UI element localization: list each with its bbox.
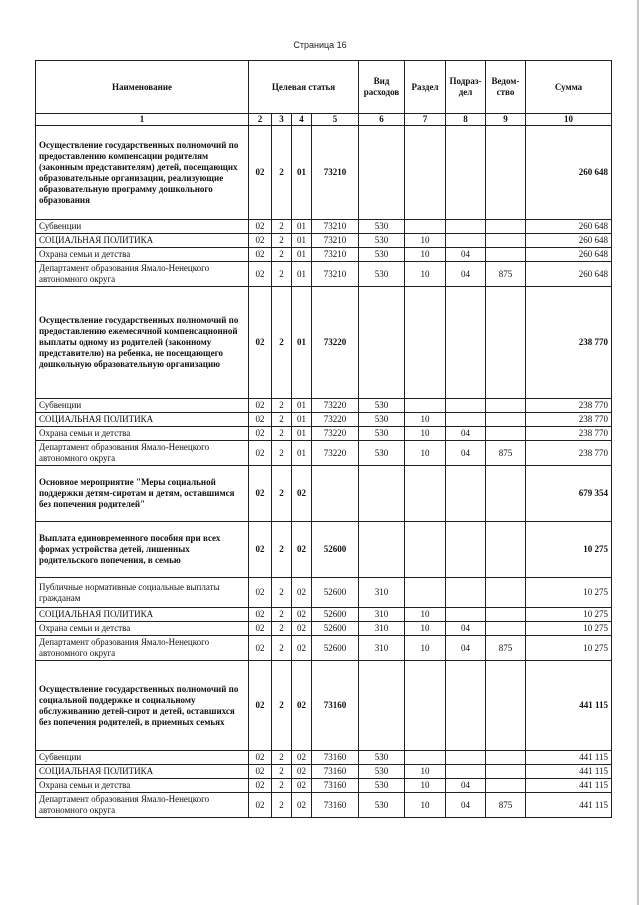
cell-c2: 2 <box>272 287 292 399</box>
cell-c4: 73210 <box>312 234 359 248</box>
cell-vid: 530 <box>359 262 405 287</box>
cell-c2: 2 <box>272 522 292 578</box>
cell-razd: 10 <box>405 765 446 779</box>
cell-c3: 01 <box>292 427 312 441</box>
cell-c2: 2 <box>272 636 292 661</box>
cell-c4: 73210 <box>312 248 359 262</box>
cell-c1: 02 <box>249 578 272 608</box>
cell-razd <box>405 399 446 413</box>
cell-ved <box>486 466 526 522</box>
table-row <box>36 248 612 262</box>
cell-razd: 10 <box>405 636 446 661</box>
row-name: Основное мероприятие "Меры социальной поддержки детям-сиротам и детям, оставшимся без попечения родителей" <box>36 466 249 522</box>
row-name: Охрана семьи и детства <box>36 248 249 262</box>
table-row <box>36 751 612 765</box>
cell-ved <box>486 779 526 793</box>
cell-c3: 02 <box>292 793 312 818</box>
table-row <box>36 522 612 578</box>
cell-ved <box>486 608 526 622</box>
cell-c2: 2 <box>272 220 292 234</box>
row-name: Департамент образования Ямало-Ненецкого автономного округа <box>36 793 249 818</box>
cell-c1: 02 <box>249 765 272 779</box>
cell-ved <box>486 399 526 413</box>
cell-c1: 02 <box>249 413 272 427</box>
cell-vid: 530 <box>359 234 405 248</box>
cell-razd: 10 <box>405 622 446 636</box>
cell-vid <box>359 466 405 522</box>
cell-vid <box>359 522 405 578</box>
column-number-row <box>36 114 612 126</box>
cell-ved <box>486 751 526 765</box>
cell-c1: 02 <box>249 636 272 661</box>
cell-ved <box>486 234 526 248</box>
row-name: СОЦИАЛЬНАЯ ПОЛИТИКА <box>36 765 249 779</box>
cell-podr: 04 <box>446 622 486 636</box>
cell-sum: 441 115 <box>526 661 612 751</box>
cell-podr <box>446 661 486 751</box>
table-row <box>36 262 612 287</box>
cell-sum: 10 275 <box>526 578 612 608</box>
cell-c4: 73210 <box>312 262 359 287</box>
row-name: Охрана семьи и детства <box>36 779 249 793</box>
cell-sum: 238 770 <box>526 399 612 413</box>
cell-c3: 01 <box>292 248 312 262</box>
cell-razd <box>405 578 446 608</box>
header-row <box>36 61 612 114</box>
cell-c3: 01 <box>292 126 312 220</box>
cell-c3: 02 <box>292 608 312 622</box>
cell-podr <box>446 608 486 622</box>
cell-sum: 10 275 <box>526 622 612 636</box>
cell-c4: 73220 <box>312 413 359 427</box>
cell-podr: 04 <box>446 793 486 818</box>
table-row <box>36 126 612 220</box>
cell-c2: 2 <box>272 413 292 427</box>
cell-c4: 52600 <box>312 636 359 661</box>
cell-c3: 02 <box>292 779 312 793</box>
cell-sum: 10 275 <box>526 636 612 661</box>
cell-podr <box>446 466 486 522</box>
cell-vid: 530 <box>359 220 405 234</box>
cell-razd <box>405 522 446 578</box>
cell-vid: 310 <box>359 578 405 608</box>
cell-c2: 2 <box>272 779 292 793</box>
table-row <box>36 441 612 466</box>
cell-c1: 02 <box>249 399 272 413</box>
col-number: 4 <box>292 114 312 126</box>
cell-podr: 04 <box>446 427 486 441</box>
cell-podr <box>446 399 486 413</box>
row-name: Выплата единовременного пособия при всех формах устройства детей, лишенных родительского попечения, в семью <box>36 522 249 578</box>
header-exp-type: Вид расходов <box>359 61 405 114</box>
cell-c3: 01 <box>292 262 312 287</box>
header-name: Наименование <box>36 61 249 114</box>
header-section: Раздел <box>405 61 446 114</box>
cell-sum: 10 275 <box>526 608 612 622</box>
cell-c1: 02 <box>249 234 272 248</box>
cell-c4: 73210 <box>312 126 359 220</box>
row-name: Осуществление государственных полномочий по предоставлению компенсации родителям (законным представителям) детей, посещающих образовательные организации, реализующие образовательную программу дошкольного образования <box>36 126 249 220</box>
cell-sum: 260 648 <box>526 126 612 220</box>
cell-c4: 73220 <box>312 441 359 466</box>
cell-sum: 10 275 <box>526 522 612 578</box>
cell-c1: 02 <box>249 220 272 234</box>
cell-razd: 10 <box>405 234 446 248</box>
cell-ved <box>486 765 526 779</box>
cell-ved <box>486 522 526 578</box>
cell-podr <box>446 413 486 427</box>
cell-ved <box>486 413 526 427</box>
scan-edge <box>637 0 639 905</box>
cell-razd: 10 <box>405 779 446 793</box>
cell-c1: 02 <box>249 287 272 399</box>
cell-ved <box>486 661 526 751</box>
cell-sum: 441 115 <box>526 765 612 779</box>
table-row <box>36 765 612 779</box>
table-row <box>36 234 612 248</box>
table-body <box>36 126 612 818</box>
row-name: Осуществление государственных полномочий по социальной поддержке и социальному обслуживанию детей-сирот и детей, оставшихся без попечения родителей, в приемных семьях <box>36 661 249 751</box>
cell-podr <box>446 234 486 248</box>
table-row <box>36 399 612 413</box>
cell-sum: 238 770 <box>526 413 612 427</box>
table-row <box>36 622 612 636</box>
cell-ved <box>486 427 526 441</box>
cell-razd <box>405 661 446 751</box>
cell-sum: 260 648 <box>526 234 612 248</box>
cell-podr: 04 <box>446 262 486 287</box>
col-number: 2 <box>249 114 272 126</box>
cell-c3: 01 <box>292 287 312 399</box>
cell-c2: 2 <box>272 661 292 751</box>
cell-c1: 02 <box>249 441 272 466</box>
table-row <box>36 287 612 399</box>
cell-c2: 2 <box>272 427 292 441</box>
cell-c2: 2 <box>272 751 292 765</box>
row-name: Субвенции <box>36 751 249 765</box>
cell-razd: 10 <box>405 793 446 818</box>
cell-razd: 10 <box>405 441 446 466</box>
cell-c1: 02 <box>249 661 272 751</box>
cell-c2: 2 <box>272 126 292 220</box>
cell-podr: 04 <box>446 779 486 793</box>
cell-c1: 02 <box>249 126 272 220</box>
row-name: Осуществление государственных полномочий по предоставлению ежемесячной компенсационной выплаты одному из родителей (законному представителю) на ребенка, не посещающего дошкольную образовательную организацию <box>36 287 249 399</box>
cell-c4: 73160 <box>312 765 359 779</box>
cell-sum: 238 770 <box>526 427 612 441</box>
cell-razd: 10 <box>405 262 446 287</box>
cell-podr <box>446 287 486 399</box>
cell-vid: 530 <box>359 765 405 779</box>
cell-c3: 01 <box>292 234 312 248</box>
row-name: Охрана семьи и детства <box>36 622 249 636</box>
row-name: Департамент образования Ямало-Ненецкого автономного округа <box>36 636 249 661</box>
cell-c4: 73220 <box>312 399 359 413</box>
cell-c2: 2 <box>272 262 292 287</box>
cell-c4: 73160 <box>312 793 359 818</box>
cell-podr <box>446 126 486 220</box>
cell-c3: 02 <box>292 622 312 636</box>
cell-c2: 2 <box>272 608 292 622</box>
table-row <box>36 578 612 608</box>
col-number: 7 <box>405 114 446 126</box>
cell-vid <box>359 661 405 751</box>
cell-c2: 2 <box>272 399 292 413</box>
cell-ved <box>486 220 526 234</box>
cell-vid <box>359 287 405 399</box>
cell-vid: 530 <box>359 399 405 413</box>
cell-c3: 02 <box>292 636 312 661</box>
cell-razd: 10 <box>405 608 446 622</box>
cell-c1: 02 <box>249 751 272 765</box>
cell-ved <box>486 622 526 636</box>
cell-ved: 875 <box>486 793 526 818</box>
col-number: 3 <box>272 114 292 126</box>
cell-c4: 73210 <box>312 220 359 234</box>
cell-c3: 02 <box>292 578 312 608</box>
cell-razd <box>405 751 446 765</box>
cell-sum: 238 770 <box>526 441 612 466</box>
row-name: СОЦИАЛЬНАЯ ПОЛИТИКА <box>36 413 249 427</box>
row-name: Департамент образования Ямало-Ненецкого автономного округа <box>36 441 249 466</box>
cell-c2: 2 <box>272 765 292 779</box>
cell-vid: 530 <box>359 793 405 818</box>
cell-c3: 02 <box>292 751 312 765</box>
row-name: Охрана семьи и детства <box>36 427 249 441</box>
header-target: Целевая статья <box>249 61 359 114</box>
table-row <box>36 661 612 751</box>
cell-c3: 01 <box>292 413 312 427</box>
cell-sum: 441 115 <box>526 793 612 818</box>
cell-c1: 02 <box>249 779 272 793</box>
cell-c1: 02 <box>249 608 272 622</box>
budget-table <box>35 60 612 818</box>
cell-c3: 02 <box>292 522 312 578</box>
cell-podr: 04 <box>446 248 486 262</box>
cell-c4: 52600 <box>312 622 359 636</box>
col-number: 1 <box>36 114 249 126</box>
cell-c2: 2 <box>272 578 292 608</box>
col-number: 5 <box>312 114 359 126</box>
cell-ved: 875 <box>486 441 526 466</box>
cell-c4: 52600 <box>312 608 359 622</box>
cell-c4: 73160 <box>312 661 359 751</box>
header-vedom: Ведом-ство <box>486 61 526 114</box>
cell-c2: 2 <box>272 622 292 636</box>
cell-podr: 04 <box>446 636 486 661</box>
cell-podr <box>446 522 486 578</box>
cell-sum: 441 115 <box>526 751 612 765</box>
cell-podr <box>446 220 486 234</box>
cell-sum: 260 648 <box>526 220 612 234</box>
cell-ved: 875 <box>486 262 526 287</box>
cell-c3: 02 <box>292 765 312 779</box>
table-row <box>36 413 612 427</box>
cell-podr: 04 <box>446 441 486 466</box>
cell-c1: 02 <box>249 793 272 818</box>
col-number: 6 <box>359 114 405 126</box>
cell-razd: 10 <box>405 248 446 262</box>
cell-c2: 2 <box>272 248 292 262</box>
cell-vid: 530 <box>359 751 405 765</box>
cell-c1: 02 <box>249 522 272 578</box>
cell-sum: 260 648 <box>526 262 612 287</box>
table-row <box>36 793 612 818</box>
row-name: Субвенции <box>36 220 249 234</box>
cell-ved <box>486 248 526 262</box>
cell-c1: 02 <box>249 622 272 636</box>
cell-razd: 10 <box>405 413 446 427</box>
cell-vid: 530 <box>359 427 405 441</box>
cell-c2: 2 <box>272 793 292 818</box>
cell-razd <box>405 126 446 220</box>
cell-ved <box>486 578 526 608</box>
cell-ved <box>486 126 526 220</box>
cell-c3: 02 <box>292 466 312 522</box>
table-row <box>36 427 612 441</box>
row-name: Субвенции <box>36 399 249 413</box>
table-row <box>36 779 612 793</box>
cell-razd: 10 <box>405 427 446 441</box>
cell-c4: 52600 <box>312 578 359 608</box>
cell-c4: 73160 <box>312 779 359 793</box>
cell-c1: 02 <box>249 262 272 287</box>
header-subsection: Подраз-дел <box>446 61 486 114</box>
cell-razd <box>405 466 446 522</box>
row-name: Департамент образования Ямало-Ненецкого автономного округа <box>36 262 249 287</box>
cell-razd <box>405 220 446 234</box>
cell-podr <box>446 751 486 765</box>
cell-sum: 238 770 <box>526 287 612 399</box>
cell-vid: 530 <box>359 441 405 466</box>
col-number: 8 <box>446 114 486 126</box>
cell-c1: 02 <box>249 427 272 441</box>
cell-vid: 530 <box>359 413 405 427</box>
cell-c4 <box>312 466 359 522</box>
cell-c2: 2 <box>272 466 292 522</box>
cell-vid: 310 <box>359 636 405 661</box>
table-row <box>36 466 612 522</box>
cell-ved <box>486 287 526 399</box>
cell-sum: 679 354 <box>526 466 612 522</box>
row-name: Публичные нормативные социальные выплаты гражданам <box>36 578 249 608</box>
table-row <box>36 220 612 234</box>
cell-c3: 01 <box>292 220 312 234</box>
cell-c2: 2 <box>272 441 292 466</box>
cell-c4: 52600 <box>312 522 359 578</box>
cell-c1: 02 <box>249 248 272 262</box>
table-row <box>36 636 612 661</box>
cell-c4: 73220 <box>312 427 359 441</box>
cell-vid: 310 <box>359 622 405 636</box>
row-name: СОЦИАЛЬНАЯ ПОЛИТИКА <box>36 234 249 248</box>
row-name: СОЦИАЛЬНАЯ ПОЛИТИКА <box>36 608 249 622</box>
page-header: Страница 16 <box>293 40 347 50</box>
cell-sum: 260 648 <box>526 248 612 262</box>
cell-vid <box>359 126 405 220</box>
cell-sum: 441 115 <box>526 779 612 793</box>
cell-ved: 875 <box>486 636 526 661</box>
cell-c1: 02 <box>249 466 272 522</box>
cell-vid: 310 <box>359 608 405 622</box>
cell-podr <box>446 578 486 608</box>
cell-c2: 2 <box>272 234 292 248</box>
cell-c4: 73220 <box>312 287 359 399</box>
cell-podr <box>446 765 486 779</box>
cell-c3: 01 <box>292 441 312 466</box>
cell-c3: 01 <box>292 399 312 413</box>
table-row <box>36 608 612 622</box>
cell-c4: 73160 <box>312 751 359 765</box>
cell-c3: 02 <box>292 661 312 751</box>
cell-razd <box>405 287 446 399</box>
col-number: 9 <box>486 114 526 126</box>
header-sum: Сумма <box>526 61 612 114</box>
cell-vid: 530 <box>359 779 405 793</box>
col-number: 10 <box>526 114 612 126</box>
cell-vid: 530 <box>359 248 405 262</box>
